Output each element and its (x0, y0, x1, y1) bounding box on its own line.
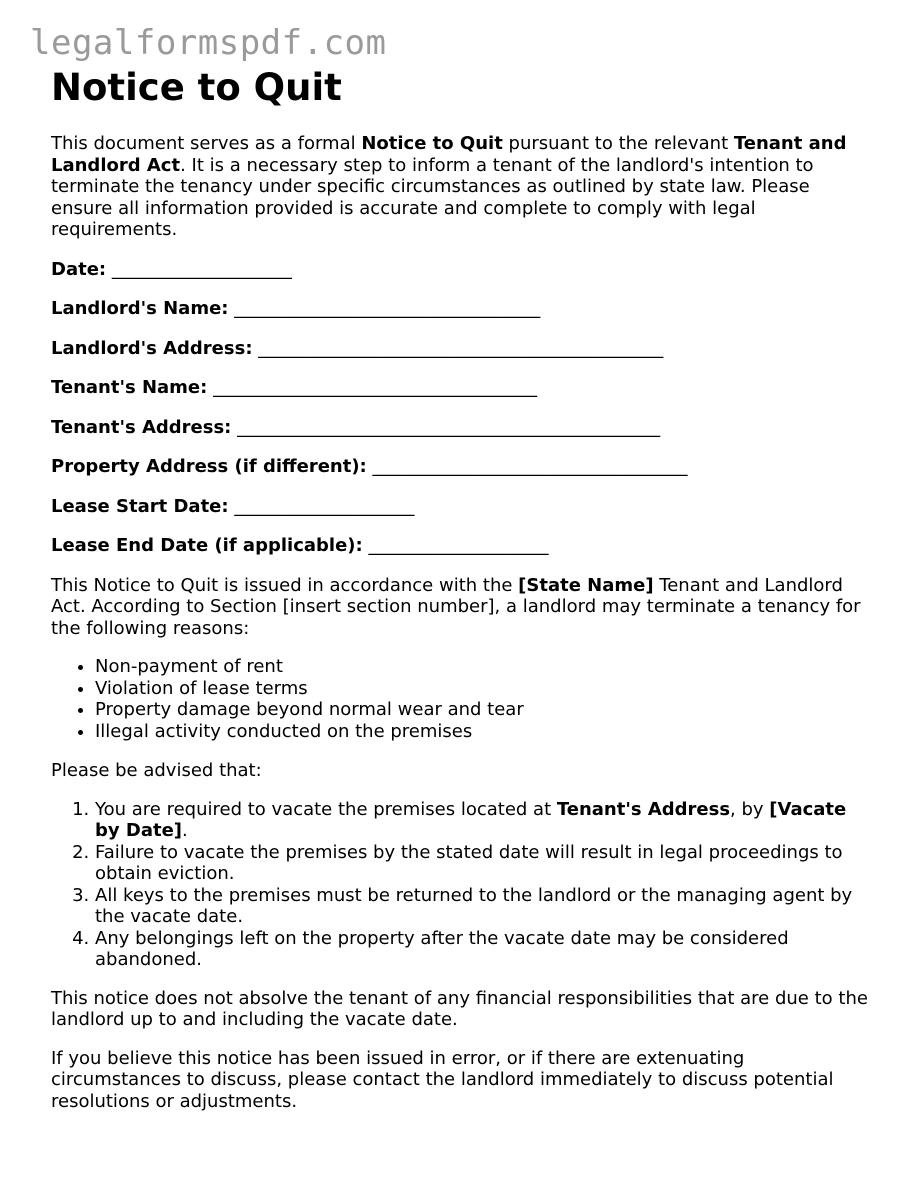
field-lease-start-date[interactable] (51, 496, 871, 518)
list-item (95, 799, 871, 842)
reasons-text-1: This Notice to Quit is issued in accordance with the (51, 574, 519, 596)
reasons-bold-state: [State Name] (518, 574, 654, 596)
reasons-intro-paragraph (51, 575, 871, 640)
field-label: Landlord's Name: (51, 298, 229, 319)
field-label: Lease End Date (if applicable): (51, 535, 363, 556)
field-tenant-name[interactable] (51, 377, 871, 399)
intro-text-2: pursuant to the relevant (502, 133, 734, 154)
reasons-list (51, 656, 871, 742)
field-blank[interactable]: ____________________ (368, 535, 549, 556)
step-text: You are required to vacate the premises located at (95, 798, 557, 820)
steps-list (51, 799, 871, 971)
field-landlord-address[interactable] (51, 338, 871, 360)
list-item: 3. All keys to the premises must be returned to the landlord or the managing agent by the vacate date. (95, 885, 871, 928)
field-blank[interactable]: ___________________________________ (372, 456, 688, 477)
field-property-address[interactable] (51, 456, 871, 478)
advised-paragraph: Please be advised that: (51, 760, 262, 781)
step-text: . (182, 820, 188, 841)
field-label: Tenant's Name: (51, 377, 208, 398)
list-item: • Property damage beyond normal wear and tear (95, 699, 871, 721)
field-blank[interactable]: _____________________________________________ (258, 337, 664, 359)
field-blank[interactable]: ____________________________________ (213, 377, 538, 398)
list-item: 4. Any belongings left on the property after the vacate date may be considered abandoned. (95, 928, 871, 971)
field-tenant-address[interactable] (51, 417, 871, 439)
field-label: Lease Start Date: (51, 495, 229, 517)
intro-bold-notice: Notice to Quit (361, 133, 503, 154)
field-landlord-name[interactable] (51, 298, 871, 320)
field-label: Tenant's Address: (51, 416, 232, 438)
field-blank[interactable]: _______________________________________________ (237, 416, 661, 438)
closing-paragraph-2: If you believe this notice has been issued in error, or if there are extenuating circumstances to discuss, please contact the landlord immediately to discuss potential resolutions or adjustments. (51, 1047, 834, 1112)
step-text: , by (730, 798, 770, 820)
field-date[interactable] (51, 259, 871, 281)
field-blank[interactable]: __________________________________ (234, 298, 541, 319)
field-label: Date: (51, 258, 107, 280)
document-body (51, 66, 871, 1112)
field-label: Property Address (if different): (51, 456, 367, 477)
list-item: 2. Failure to vacate the premises by the stated date will result in legal proceedings to obtain eviction. (95, 842, 871, 885)
field-lease-end-date[interactable] (51, 535, 871, 557)
field-label: Landlord's Address: (51, 337, 253, 359)
field-blank[interactable]: ____________________ (111, 258, 292, 280)
reasons-text-2: Tenant and Landlord Act. According to Section [insert section number], a landlord may terminate a tenancy for the following reasons: (51, 574, 861, 639)
list-item: • Illegal activity conducted on the premises (95, 721, 871, 743)
watermark: legalformspdf.com (30, 23, 387, 63)
page-title: Notice to Quit (51, 66, 342, 109)
step-bold-date: [Vacate by Date] (95, 798, 847, 841)
intro-text-3: . It is a necessary step to inform a tenant of the landlord's intention to terminate the tenancy under specific circumstances as outlined by state law. Please ensure all information provided is accurate and complete to comply with legal requirements. (51, 154, 814, 240)
intro-bold-act: Tenant and Landlord Act (51, 133, 847, 176)
intro-paragraph (51, 133, 871, 241)
step-bold-address: Tenant's Address (556, 798, 731, 820)
list-item: • Non-payment of rent (95, 656, 871, 678)
closing-paragraph-1: This notice does not absolve the tenant of any financial responsibilities that are due to the landlord up to and including the vacate date. (51, 987, 868, 1030)
list-item: • Violation of lease terms (95, 678, 871, 700)
intro-text-1: This document serves as a formal (51, 133, 362, 154)
field-blank[interactable]: ____________________ (234, 495, 415, 517)
